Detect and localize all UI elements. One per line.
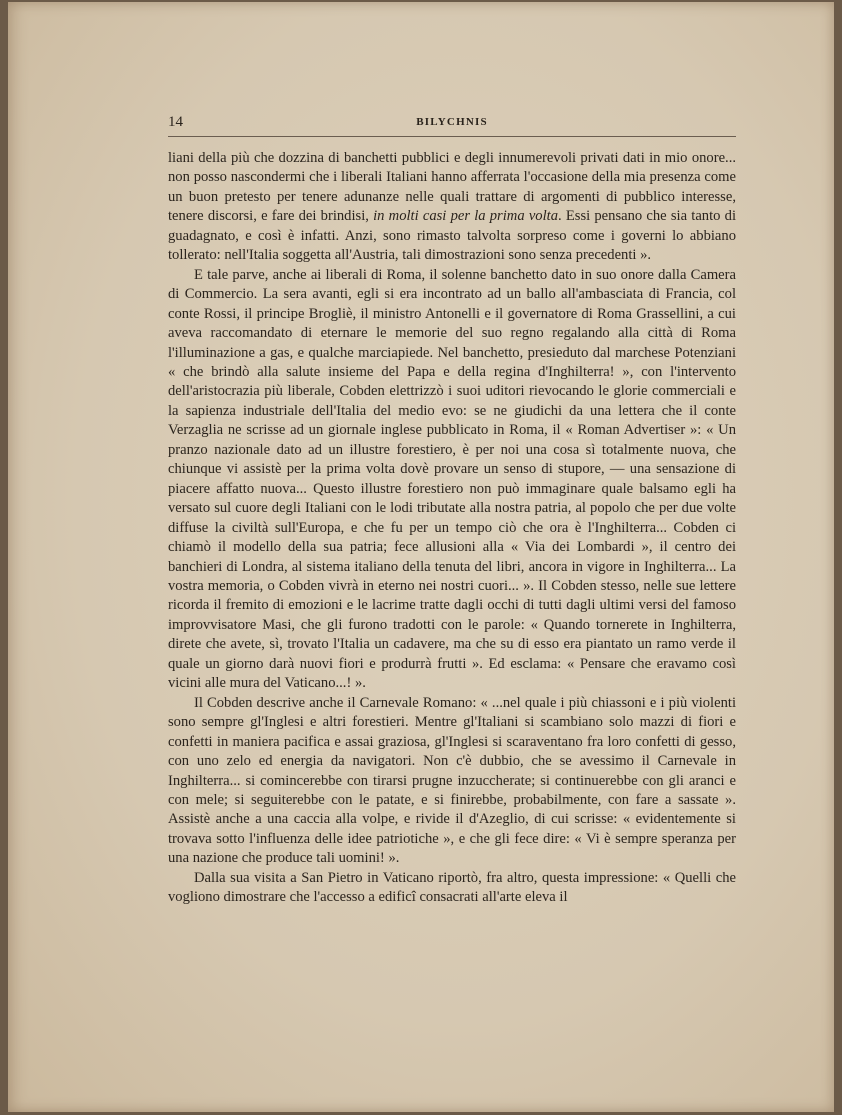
page-header bbox=[168, 114, 736, 137]
italic-phrase: in molti casi per la prima volta bbox=[373, 208, 559, 225]
paragraph: Il Cobden descrive anche il Carnevale Romano: « ...nel quale i più chiassoni e i più violenti sono sempre gl'Inglesi e altri forestieri. Mentre gl'Italiani si scambiano solo mazzi di fiori e confetti in maniera pacifica e assai graziosa, gl'Inglesi si scaraventano fra loro confetti di gesso, con uno zelo ed energia da navigatori. Non c'è dubbio, che se avessimo il Carnevale in Inghilterra... si comincerebbe con tirarsi prugne inzuccherate; si continuerebbe con gli aranci e con mele; si seguiterebbe con le patate, e si finirebbe, probabilmente, con fare a sassate ». Assistè anche a una caccia alla volpe, e rivide il d'Azeglio, di cui scrisse: « evidentemente si trovava sotto l'influenza delle idee patriotiche », e che gli fece dire: « Vi è sempre speranza per una nazione che produce tali uomini! ». bbox=[168, 694, 736, 867]
body-text bbox=[168, 149, 736, 908]
text-span: . Essi pensano che sia tanto di guadagnato, e così è infatti. Anzi, sono rimasto talvolta sorpreso come i governi lo abbiano tollerato: nell'Italia soggetta all'Austria, tali dimostrazioni sono senza precedenti ». bbox=[168, 208, 736, 264]
page-number: 14 bbox=[168, 114, 183, 130]
paragraph: E tale parve, anche ai liberali di Roma, il solenne banchetto dato in suo onore dalla Camera di Commercio. La sera avanti, egli si era incontrato ad un ballo all'ambasciata di Francia, col conte Rossi, il principe Brogliè, il ministro Antonelli e il governatore di Roma Grassellini, a cui aveva raccomandato di eternare le memorie del suo regno regalando alla città di Roma l'illuminazione a gas, e qualche marciapiede. Nel banchetto, presieduto dal marchese Potenziani « che brindò alla salute insieme del Papa e della regina d'Inghilterra! », con l'intervento dell'aristocrazia più liberale, Cobden elettrizzò i suoi uditori rievocando le glorie commerciali e la sapienza industriale dell'Italia del medio evo: se ne giudichi da una lettera che il conte Verzaglia ne scrisse ad un giornale inglese pubblicato in Roma, il « Roman Advertiser »: « Un pranzo nazionale dato ad un illustre forestiero, è per noi una cosa sì totalmente nuova, che chiunque vi assistè per la prima volta dovè provare un senso di stupore, — una sensazione di piacere affatto nuova... Questo illustre forestiero non può immaginare quale balsamo egli ha versato sul cuore degli Italiani con le lodi tributate alla nostra patria, al popolo che per due volte diffuse la civiltà sull'Europa, e che fu per un tempo ciò che ora è l'Inghilterra... Cobden ci chiamò il modello della sua patria; fece allusioni alla « Via dei Lombardi », il centro dei banchieri di Londra, al sistema italiano della tenuta del libri, ancora in vigore in Inghilterra... La vostra memoria, o Cobden vivrà in eterno nei nostri cuori... ». Il Cobden stesso, nelle sue lettere ricorda il fremito di emozioni e le lacrime tratte dagli occhi di tutti dagli ultimi versi del famoso improvvisatore Masi, che gli furono tradotti con le parole: « Quando tornerete in Inghilterra, direte che avete, sì, trovato l'Italia un cadavere, ma che su di esso era piantato un ramo verde il quale un giorno darà nuovi fiori e produrrà frutti ». Ed esclama: « Pensare che eravamo così vicini alle mura del Vaticano...! ». bbox=[168, 266, 736, 692]
running-title: BILYCHNIS bbox=[416, 116, 488, 128]
book-page bbox=[8, 2, 834, 1112]
paragraph bbox=[168, 149, 736, 266]
text-span: liani della più che dozzina di banchetti pubblici e degli innumerevoli privati dati in mio onore... non posso nascondermi che i liberali Italiani hanno afferrata l'occasione della mia presenza come un buon pretesto per tenere adunanze nelle quali trattare di argomenti di pubblico interesse, tenere discorsi, e fare dei brindisi, bbox=[168, 150, 736, 225]
paragraph: Dalla sua visita a San Pietro in Vaticano riportò, fra altro, questa impressione: « Quelli che vogliono dimostrare che l'accesso a edificî consacrati all'arte eleva il bbox=[168, 869, 736, 906]
